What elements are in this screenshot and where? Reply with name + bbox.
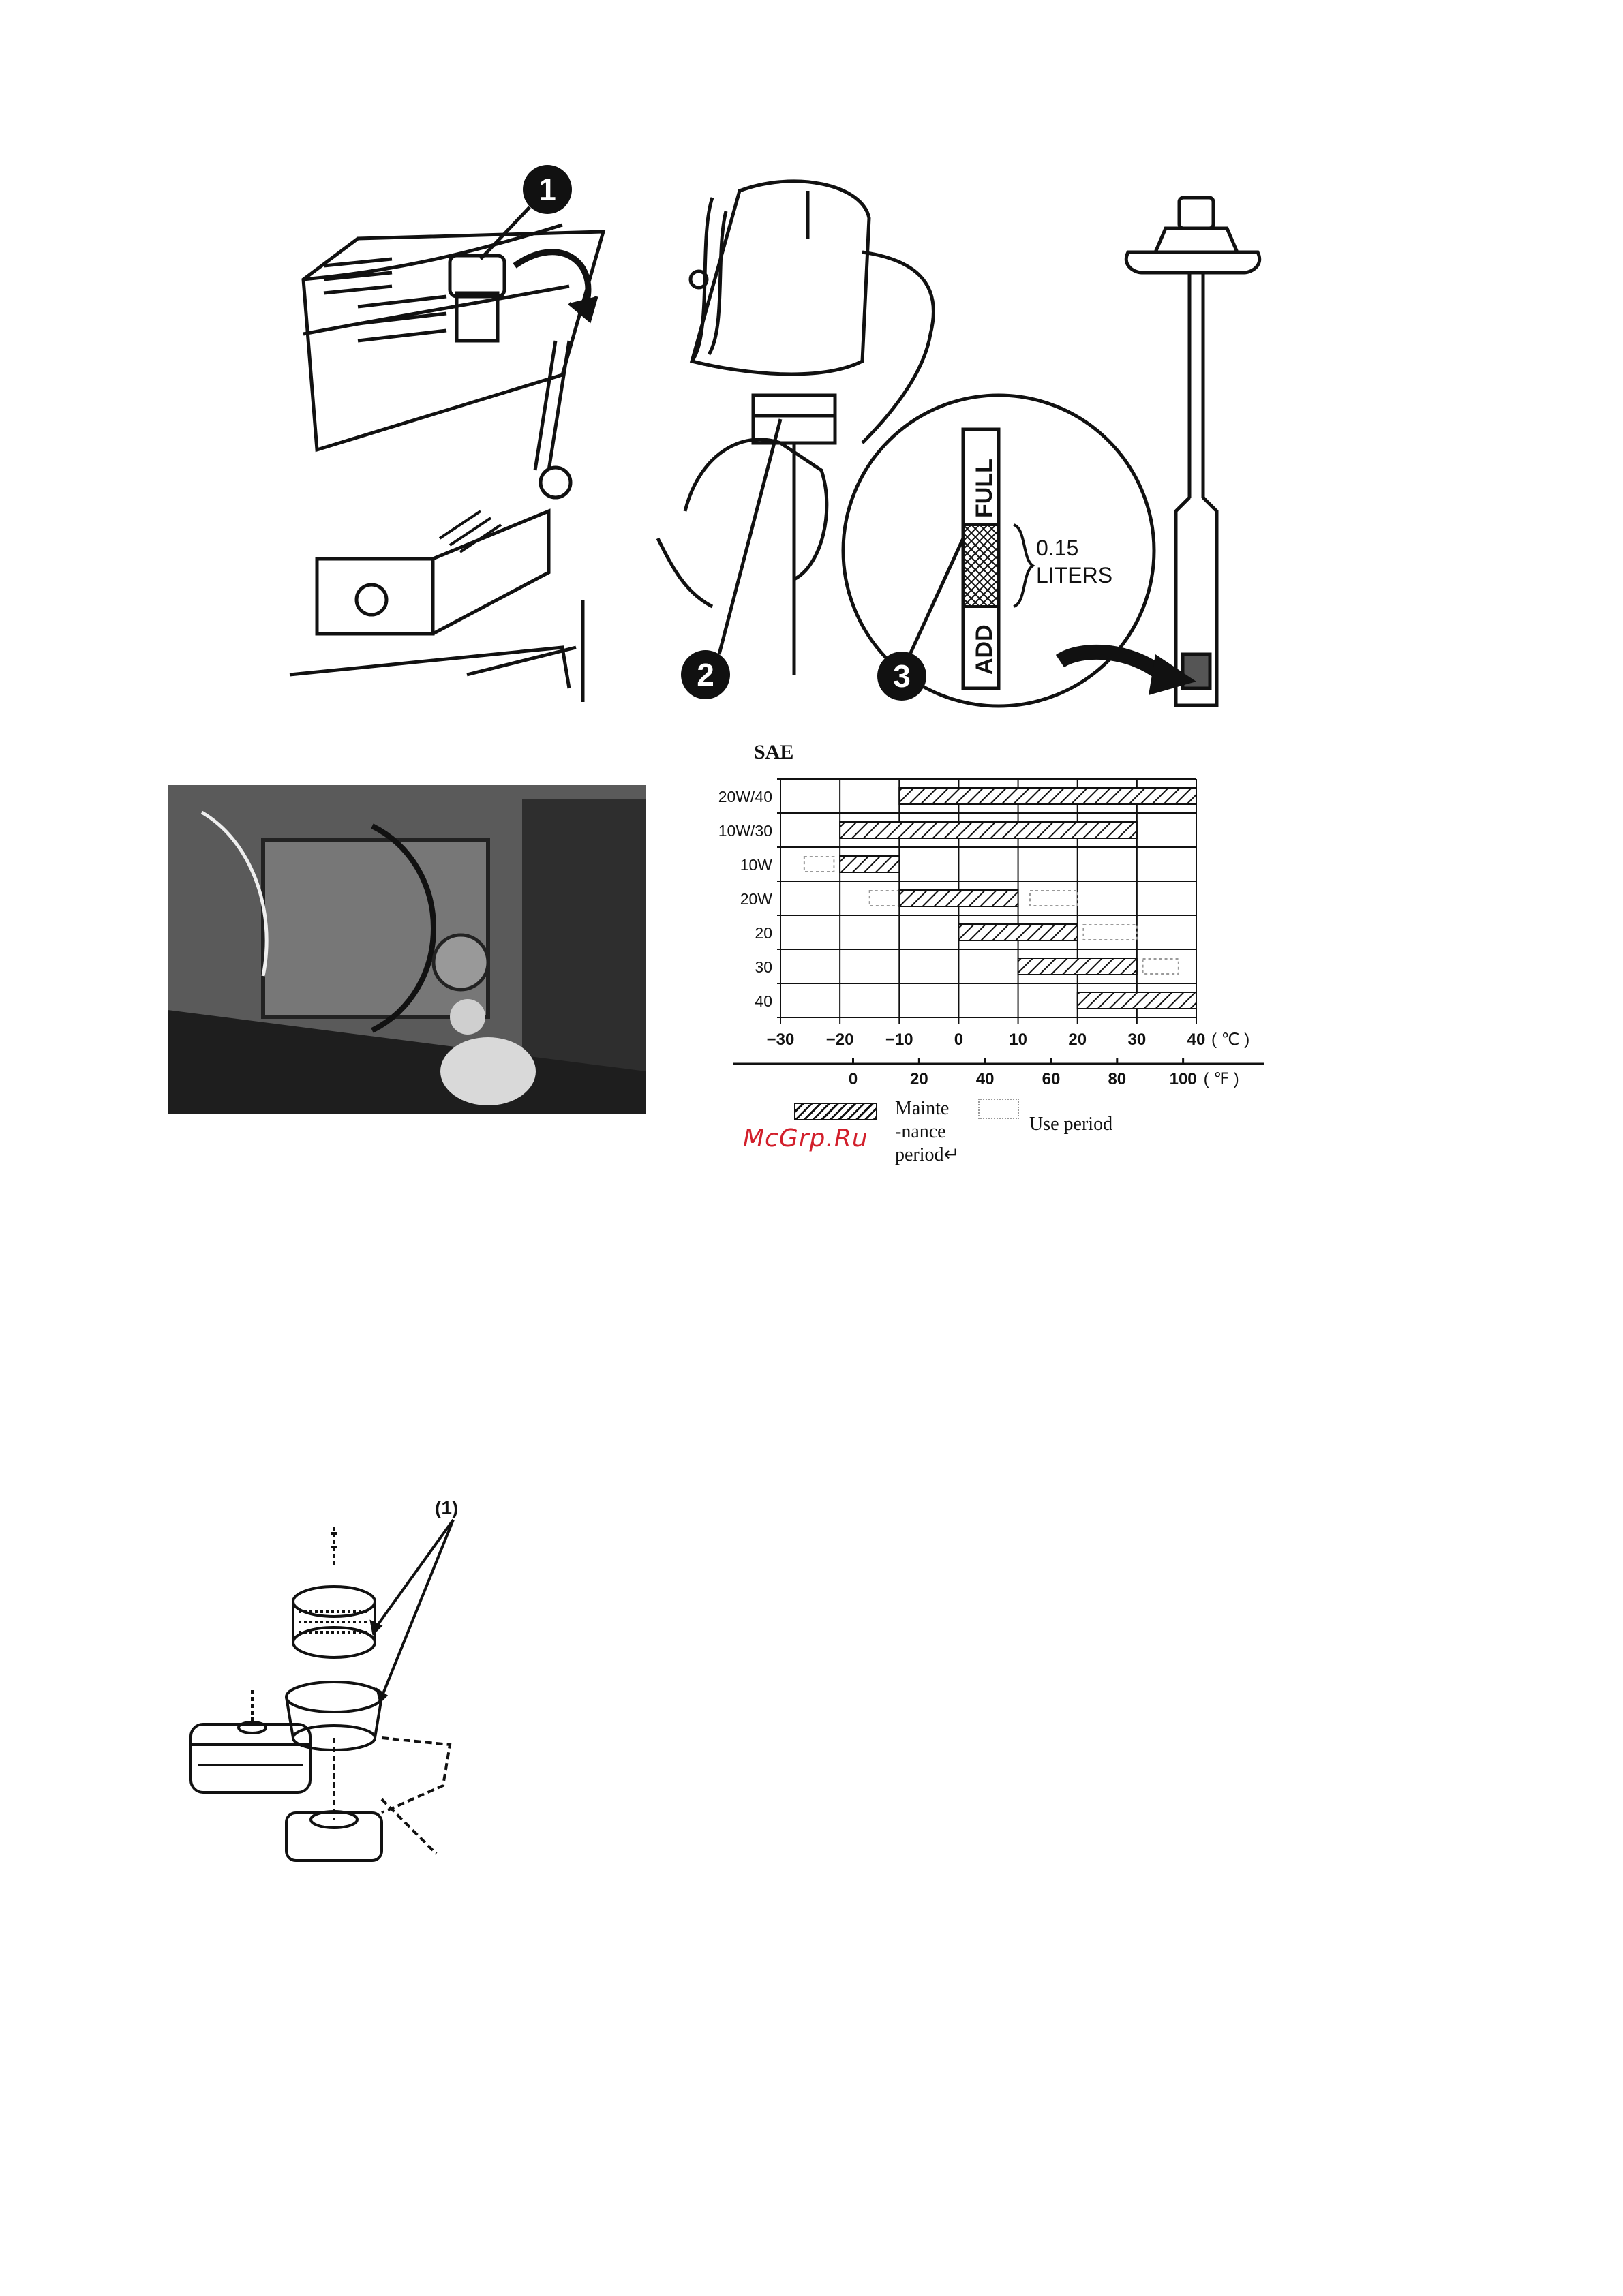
oil-check-illustration: [276, 157, 1299, 736]
full-mark-label: FULL: [971, 459, 997, 518]
maintenance-bar: [804, 857, 834, 872]
celsius-tick-label: −30: [766, 1030, 795, 1049]
watermark: McGrp.Ru: [743, 1124, 868, 1152]
celsius-tick-label: 30: [1127, 1030, 1147, 1049]
maintenance-bar: [870, 891, 900, 906]
legend-hatched-swatch: [794, 1103, 877, 1120]
callout-1-text: 1: [539, 172, 556, 207]
legend-maintenance-line-3: period↵: [895, 1144, 960, 1165]
dipstick-magnified-scale: [963, 429, 1196, 695]
use-period-bar: [958, 924, 1077, 940]
wiping-dipstick-drawing: [658, 181, 933, 675]
celsius-tick-label: 20: [1068, 1030, 1087, 1049]
grade-label: 20W/40: [718, 788, 772, 806]
grade-label: 10W: [740, 856, 772, 874]
legend-dotted-swatch: [978, 1099, 1019, 1119]
filter-callout-label: (1): [435, 1497, 459, 1518]
dipstick-drawing: [843, 198, 1260, 706]
engine-oil-cap-drawing: [290, 225, 603, 702]
legend-maintenance-line-2: -nance: [895, 1121, 946, 1142]
oil-drain-photo: [168, 785, 646, 1114]
callout-3-text: 3: [893, 658, 911, 694]
air-filter-illustration: [177, 1493, 477, 1874]
use-period-bar: [899, 890, 1018, 906]
celsius-tick-label: 0: [954, 1030, 964, 1049]
legend-maintenance-line-1: Mainte: [895, 1098, 950, 1119]
celsius-tick-label: 40: [1187, 1030, 1206, 1049]
grade-label: 20W: [740, 890, 772, 908]
grade-label: 20: [755, 924, 772, 942]
capacity-unit: LITERS: [1036, 563, 1113, 587]
use-period-bar: [1018, 958, 1137, 975]
use-period-bar: [840, 856, 899, 872]
capacity-value: 0.15: [1036, 536, 1079, 560]
legend-use-period-text: Use period: [1029, 1114, 1113, 1135]
use-period-bar: [840, 822, 1137, 838]
fahrenheit-tick-label: 0: [848, 1070, 858, 1088]
maintenance-bar: [1143, 959, 1179, 974]
fahrenheit-tick-label: 100: [1169, 1070, 1197, 1088]
celsius-tick-label: −10: [885, 1030, 913, 1049]
maintenance-bar: [1030, 891, 1078, 906]
fahrenheit-tick-label: 40: [975, 1070, 995, 1088]
callout-2-marker: [681, 419, 780, 699]
grade-label: 10W/30: [718, 822, 772, 840]
celsius-tick-label: 10: [1009, 1030, 1027, 1049]
grade-label: 30: [755, 958, 772, 976]
celsius-tick-label: −20: [825, 1030, 854, 1049]
chart-title: SAE: [754, 741, 794, 763]
fahrenheit-unit-label: ( ℉ ): [1203, 1070, 1239, 1088]
maintenance-bar: [1083, 925, 1136, 940]
use-period-bar: [1078, 992, 1196, 1009]
callout-3-marker: [877, 538, 963, 701]
callout-1-marker: [481, 165, 572, 259]
grade-label: 40: [755, 992, 772, 1010]
callout-2-text: 2: [697, 657, 714, 692]
fahrenheit-tick-label: 80: [1108, 1070, 1127, 1088]
legend-maintenance-text: [895, 1097, 960, 1167]
use-period-bar: [899, 788, 1196, 804]
add-mark-label: ADD: [971, 624, 997, 675]
fahrenheit-tick-label: 20: [909, 1070, 928, 1088]
celsius-unit-label: ( ℃ ): [1211, 1030, 1250, 1049]
fahrenheit-tick-label: 60: [1042, 1070, 1061, 1088]
filter-callout-leaders: [371, 1520, 453, 1701]
